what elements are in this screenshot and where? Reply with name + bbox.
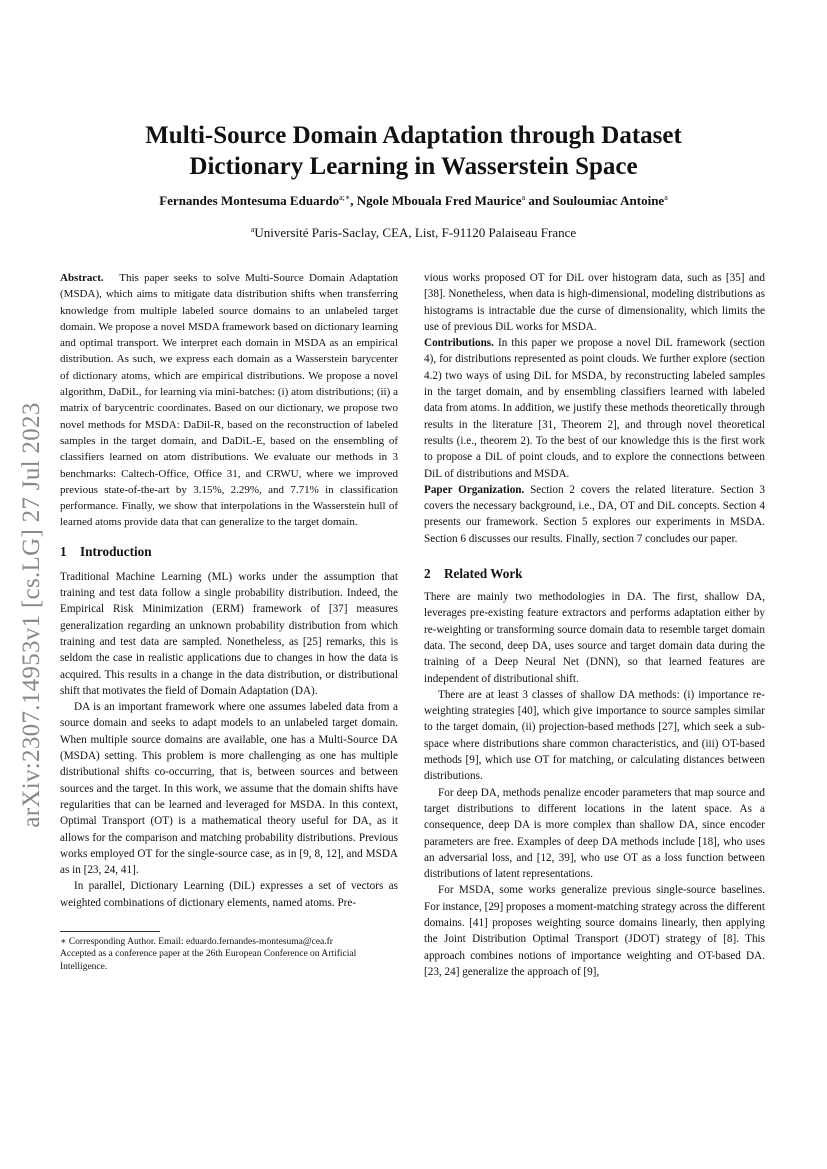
author-list <box>60 189 767 210</box>
section-number: 1 <box>60 543 67 559</box>
author-3-sup: a <box>664 193 668 202</box>
author-1: Fernandes Montesuma Eduardo <box>159 193 340 208</box>
intro-paragraph-3: In parallel, Dictionary Learning (DiL) expresses a set of vectors as weighted combinations of dictionary elements, named atoms. Pre- <box>60 880 398 909</box>
author-separator: , <box>350 193 357 208</box>
contributions-text: In this paper we propose a novel DiL framework (section 4), for distributions represented as point clouds. We further explore (section 4.2) two ways of using DiL for MSDA, by reconstructing labeled samples in the target domain, and by ensembling classifiers learned with labeled data from atoms. In addition, we justify these methods theoretically through results in the literature [31, Theorem 2], and through novel theoretical results (i.e., theorem 2). To the best of our knowledge this is the first work to propose a DiL of point clouds, and to explore the connections between DiL of distributions and MSDA. <box>424 337 766 480</box>
related-paragraph-4: For MSDA, some works generalize previous single-source baselines. For instance, [29] proposes a moment-matching strategy across the different domains. [41] proposes weighting source domains linearly, then applying the Joint Distribution Optimal Transport (JDOT) strategy of [8]. This approach combines notions of importance weighting and OT-based DA. [23, 24] generalize the approach of [9], <box>424 884 765 978</box>
footnote <box>60 931 398 973</box>
title-line-2: Dictionary Learning in Wasserstein Space <box>189 153 638 180</box>
intro-paragraph-1: Traditional Machine Learning (ML) works under the assumption that training and test data follow a single probability distribution. Indeed, the Empirical Risk Minimization (ERM) framework of [37] measures generalization regarding an unknown probability distribution from which training and test data are sampled. Nonetheless, as [25] remarks, this is seldom the case in realistic applications due to changes in how the data is acquired. This results in a change in the data distribution, or distributional shift that motivates the field of Domain Adaptation (DA). <box>60 570 398 697</box>
section-number: 2 <box>424 566 431 582</box>
footnote-rule <box>60 931 160 932</box>
footnote-accepted: Accepted as a conference paper at the 26th European Conference on Artificial Intelligence. <box>60 949 357 972</box>
author-3: Souloumiac Antoine <box>552 193 665 208</box>
right-column <box>424 270 765 980</box>
author-1-sup: a;∗ <box>339 193 351 202</box>
affiliation <box>60 221 767 242</box>
organization-paragraph <box>424 482 765 547</box>
related-paragraph-3: For deep DA, methods penalize encoder parameters that map source and target distributions to different locations in the latent space. As a consequence, deep DA is more complex than shallow DA, since encoder parameters are free. Examples of deep DA methods include [18], who uses an adversarial loss, and [12, 39], who use OT as a loss function between distributions of latent representations. <box>424 786 765 881</box>
section-title: Related Work <box>444 566 523 582</box>
related-paragraph-1: There are mainly two methodologies in DA. The first, shallow DA, leverages pre-existing feature extractors and performs adaptation either by re-weighting or transforming source domain data to resemble target domain data. The second, deep DA, uses source and target domain data during the training of a Deep Neural Net (DNN), so that learned features are independent of distributional shift. <box>424 591 765 685</box>
author-and: and <box>525 193 553 208</box>
abstract <box>60 270 398 531</box>
title-line-1: Multi-Source Domain Adaptation through Dataset <box>145 122 682 149</box>
related-paragraph-2: There are at least 3 classes of shallow DA methods: (i) importance re-weighting strategies [40], which give importance to source samples similar to the target domain, (ii) projection-based methods [27], which seek a sub-space where distributions share common characteristics, and (iii) OT-based methods [9], which use OT for matching, or calculating distances between distributions. <box>424 688 765 783</box>
organization-text: Section 2 covers the related literature. Section 3 covers the necessary background, i.e., DA, OT and DiL concepts. Section 4 presents our framework. Section 5 explores our experiments in MSDA. Section 6 discusses our results. Finally, section 7 concludes our paper. <box>424 483 765 545</box>
contributions-paragraph <box>424 335 765 482</box>
arxiv-stamp <box>0 360 60 870</box>
section-heading-related-work <box>424 565 765 583</box>
contributions-label: Contributions. <box>424 337 494 350</box>
paper-title <box>60 120 767 182</box>
section-heading-introduction <box>60 543 398 561</box>
author-2-sup: a <box>521 193 526 202</box>
organization-label: Paper Organization. <box>424 483 525 496</box>
section-title: Introduction <box>80 543 152 559</box>
left-column <box>60 270 398 911</box>
arxiv-stamp-text: arXiv:2307.14953v1 [cs.LG] 27 Jul 2023 <box>18 402 45 828</box>
affiliation-sup: a <box>250 225 255 234</box>
author-2: Ngole Mbouala Fred Maurice <box>356 193 522 208</box>
abstract-text: This paper seeks to solve Multi-Source Domain Adaptation (MSDA), which aims to mitigate data distribution shifts when transferring knowledge from multiple labeled source domains to an unlabeled target domain. We propose a novel MSDA framework based on dictionary learning and optimal transport. We interpret each domain in MSDA as an empirical distribution. As such, we express each domain as a Wasserstein barycenter of dictionary atoms, which are empirical distributions. We propose a novel algorithm, DaDiL, for learning via mini-batches: (i) atom distributions; (ii) a matrix of barycentric coordinates. Based on our dictionary, we propose two novel methods for MSDA: DaDil-R, based on the reconstruction of labeled samples in the target domain, and DaDiL-E, based on the ensembling of classifiers learned on atom distributions. We evaluate our methods in 3 benchmarks: Caltech-Office, Office 31, and CRWU, where we improved previous state-of-the-art by 3.15%, 2.29%, and 7.71% in classification performance. Finally, we show that interpolations in the Wasserstein hull of learned atoms provide data that can generalize to the target domain. <box>60 272 399 529</box>
intro-paragraph-3-continued: vious works proposed OT for DiL over histogram data, such as [35] and [38]. Nonetheless, when data is high-dimensional, modeling distributions as histograms is intractable due the curse of dimensionality, which limits the use of previous DiL works for MSDA. <box>424 272 765 333</box>
affiliation-text: Université Paris-Saclay, CEA, List, F-91120 Palaiseau France <box>254 225 577 240</box>
abstract-label: Abstract. <box>60 272 104 284</box>
intro-paragraph-2: DA is an important framework where one assumes labeled data from a source domain and seeks to adapt models to an unlabeled target domain. When multiple source domains are available, one has a Multi-Source DA (MSDA) setting. This problem is more challenging as one has multiple distributional shifts co-occurring, that is, between sources and between sources and the target. In this work, we assume that the domain shifts have regularities that can be learned and leveraged for MSDA. In this context, Optimal Transport (OT) is a mathematical theory useful for DA, as it allows for the comparison and matching probability distributions. Previous works employed OT for the single-source case, as in [9, 8, 12], and MSDA as in [23, 24, 41]. <box>60 701 398 877</box>
footnote-corresponding: ∗ Corresponding Author. Email: eduardo.fernandes-montesuma@cea.fr <box>60 937 333 947</box>
